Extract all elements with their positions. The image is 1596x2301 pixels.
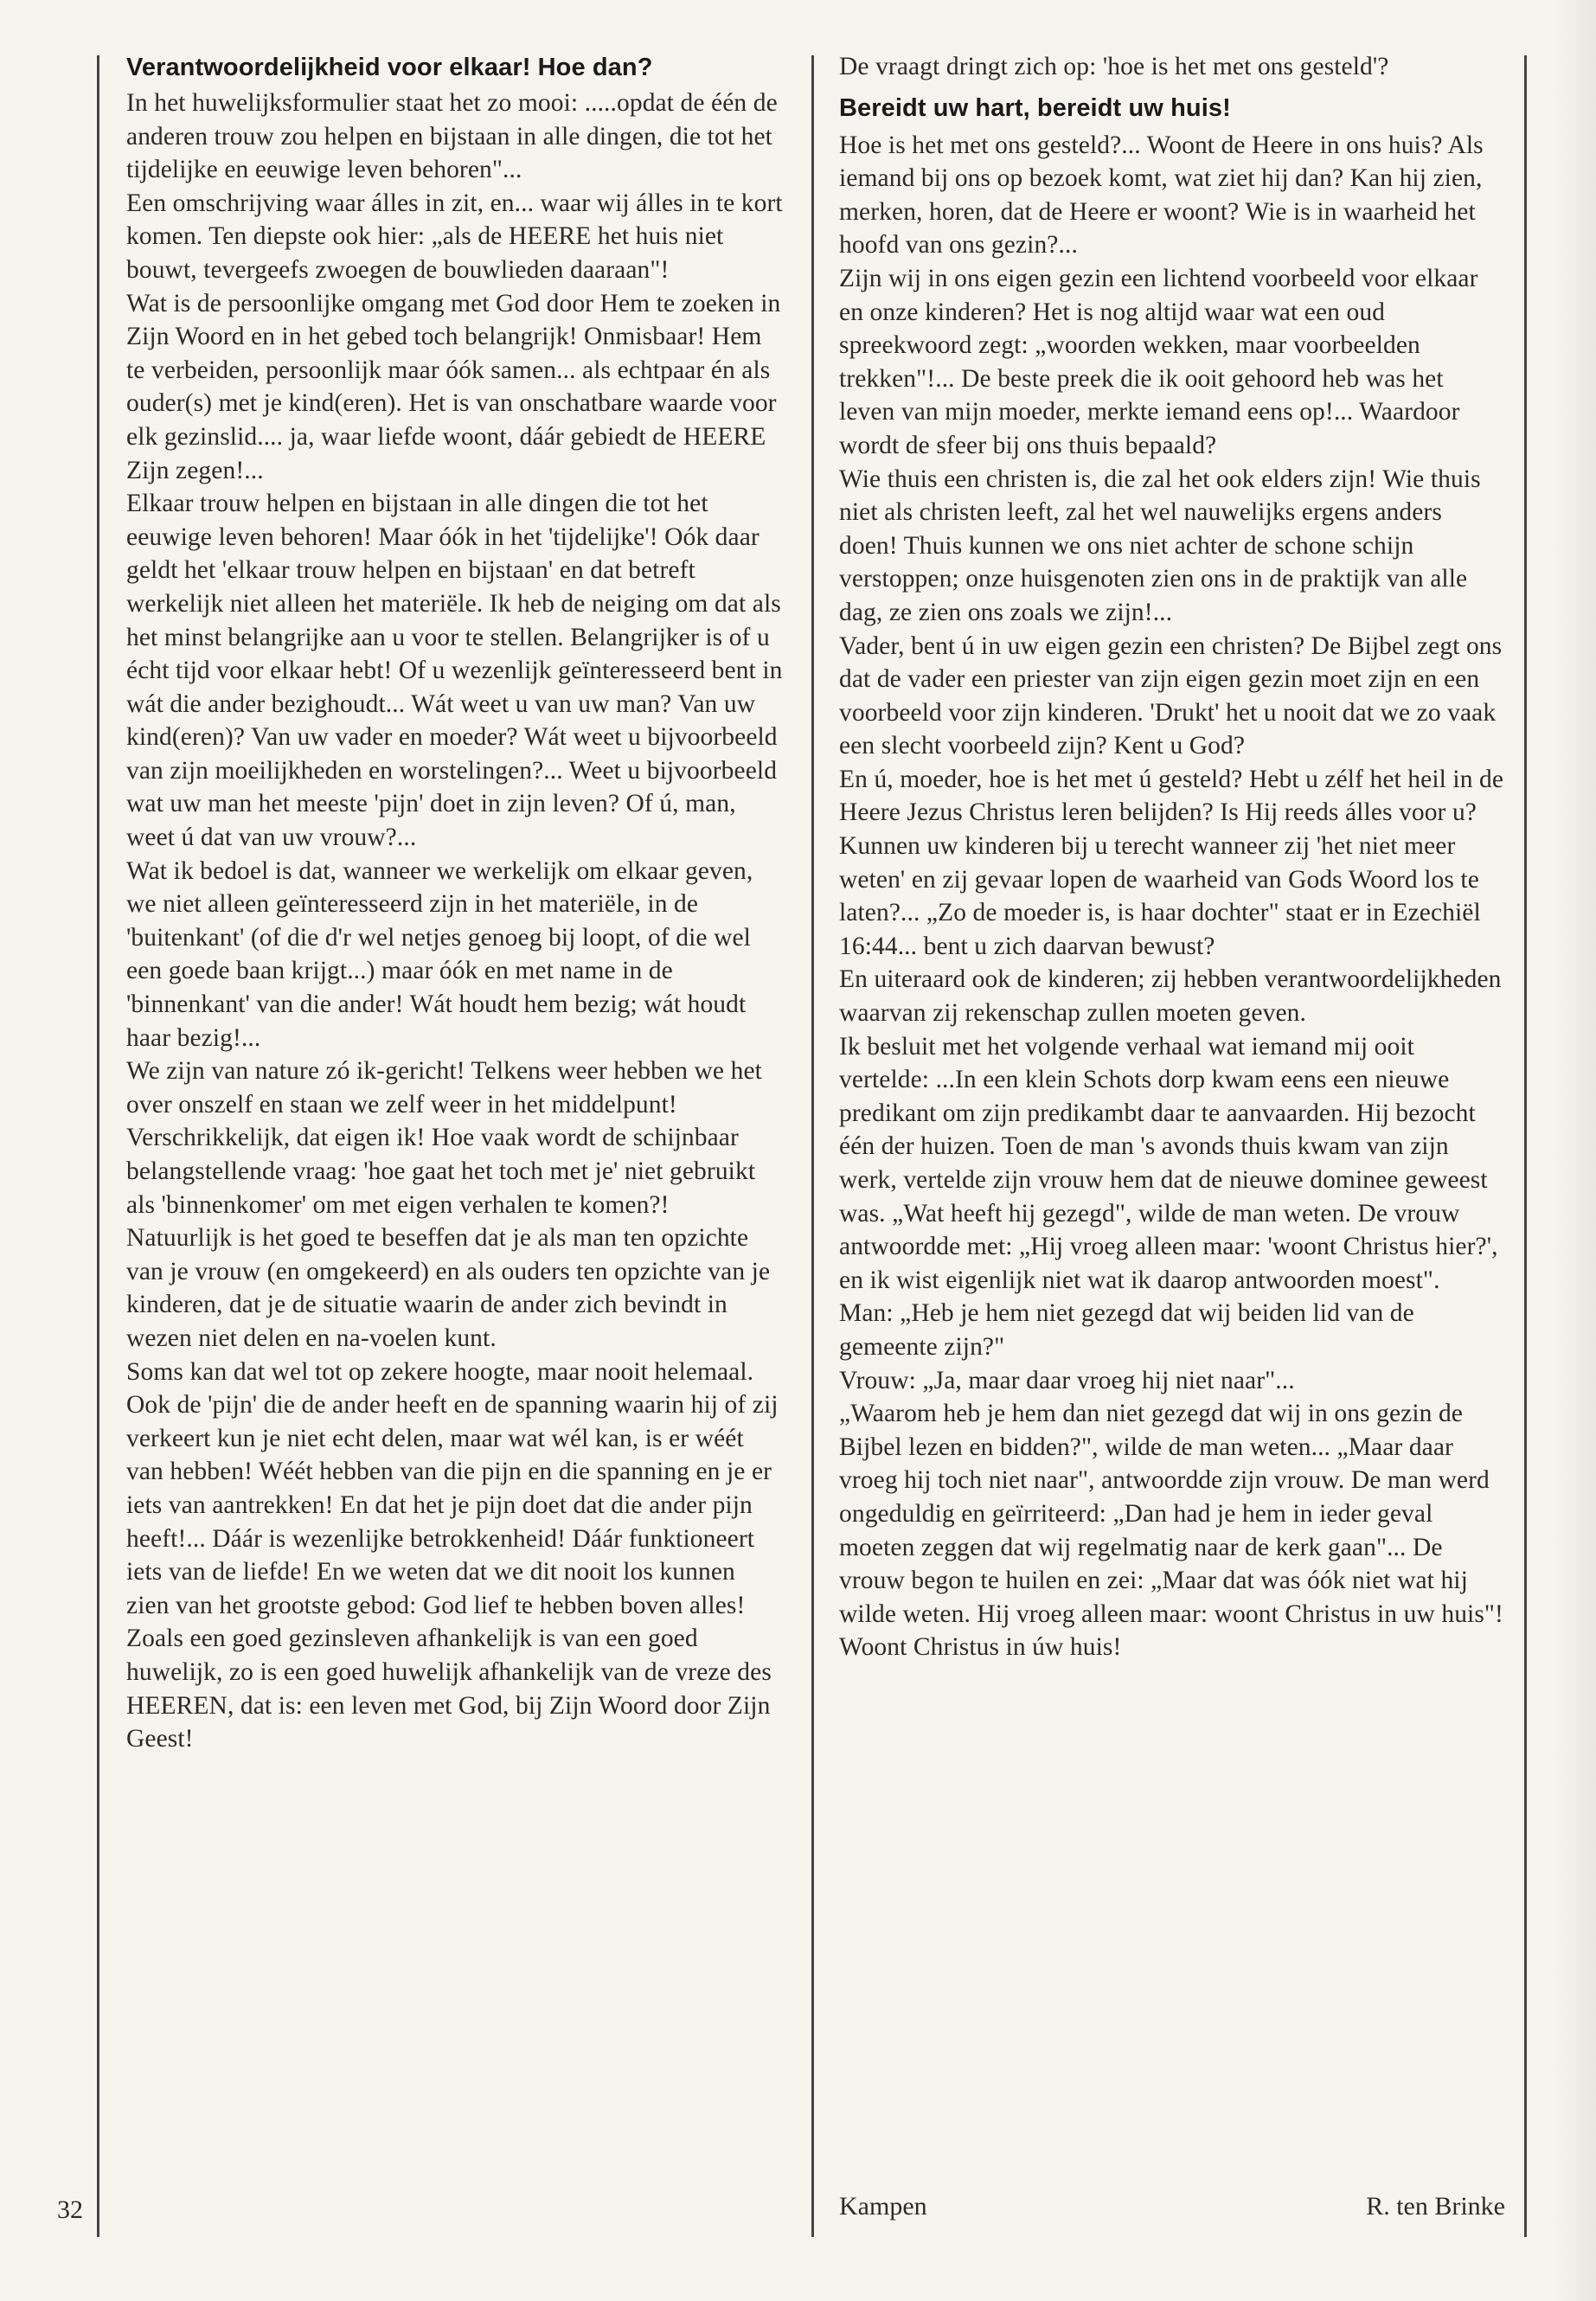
- paragraph: Wie thuis een christen is, die zal het ook elders zijn! Wie thuis niet als christen leeft, zal het wel nauwelijks ergens anders doen! Thuis kunnen we ons niet achter de schone schijn verstoppen; onze huisgenoten zien ons in de praktijk van alle dag, ze zien ons zoals we zijn!...: [839, 465, 1481, 626]
- left-column-heading: Verantwoordelijkheid voor elkaar! Hoe dan?: [126, 54, 653, 81]
- paragraph: Elkaar trouw helpen en bijstaan in alle dingen die tot het eeuwige leven behoren! Maar óók in het 'tijdelijke'! Oók daar geldt het 'elkaar trouw helpen en bijstaan' en dat betreft werkelijk niet alleen het materiële. Ik heb de neiging om dat als het minst belangrijke aan u voor te stellen. Belangrijker is of u écht tijd voor elkaar hebt! Of u wezenlijk geïnteresseerd bent in wát die ander bezighoudt... Wát weet u van uw man? Van uw kind(eren)? Van uw vader en moeder? Wát weet u bijvoorbeeld van zijn moeilijkheden en worstelingen?... Weet u bijvoorbeeld wat uw man het meeste 'pijn' doet in zijn leven? Of ú, man, weet ú dat van uw vrouw?...: [126, 490, 783, 852]
- closing-line: Woont Christus in úw huis!: [839, 1633, 1122, 1662]
- column-divider-rule: [811, 55, 814, 2237]
- paragraph: In het huwelijksformulier staat het zo mooi: .....opdat de één de anderen trouw zou helpen en bijstaan in alle dingen, die tot het tijdelijke en eeuwige leven behoren"...: [126, 89, 778, 184]
- paragraph: En ú, moeder, hoe is het met ú gesteld? Hebt u zélf het heil in de Heere Jezus Christus leren belijden? Is Hij reeds álles voor u? Kunnen uw kinderen bij u terecht wanneer zij 'het niet meer weten' en zij gevaar lopen de waarheid van Gods Woord los te laten?... „Zo de moeder is, is haar dochter" staat er in Ezechiël 16:44... bent u zich daarvan bewust?: [839, 765, 1504, 960]
- page-edge-shadow: [1554, 0, 1596, 2301]
- right-column: [839, 50, 1505, 1664]
- paragraph: Wat is de persoonlijke omgang met God door Hem te zoeken in Zijn Woord en in het gebed toch belangrijk! Onmisbaar! Hem te verbeiden, persoonlijk maar óók samen... als echtpaar én als ouder(s) met je kind(eren). Het is van onschatbare waarde voor elk gezinslid.... ja, waar liefde woont, dáár gebiedt de HEERE Zijn zegen!...: [126, 289, 781, 484]
- paragraph: Ik besluit met het volgende verhaal wat iemand mij ooit vertelde: ...In een klein Schots dorp kwam eens een nieuwe predikant om zijn predikambt daar te aanvaarden. Hij bezocht één der huizen. Toen de man 's avonds thuis kwam van zijn werk, vertelde zijn vrouw hem dat de nieuwe dominee geweest was. „Wat heeft hij gezegd", wilde de man weten. De vrouw antwoordde met: „Hij vroeg alleen maar: 'woont Christus hier?', en ik wist eigenlijk niet wat ik daarop antwoorden moest".: [839, 1032, 1498, 1294]
- paragraph: Vader, bent ú in uw eigen gezin een christen? De Bijbel zegt ons dat de vader een priester van zijn eigen gezin moet zijn en een voorbeeld voor zijn kinderen. 'Drukt' het u nooit dat we zo vaak een slecht voorbeeld zijn? Kent u God?: [839, 631, 1503, 760]
- author-name: R. ten Brinke: [1366, 2192, 1505, 2221]
- paragraph: En uiteraard ook de kinderen; zij hebben verantwoordelijkheden waarvan zij rekenschap zullen moeten geven.: [839, 965, 1502, 1028]
- paragraph: We zijn van nature zó ik-gericht! Telkens weer hebben we het over onszelf en staan we zelf weer in het middelpunt! Verschrikkelijk, dat eigen ik! Hoe vaak wordt de schijnbaar belangstellende vraag: 'hoe gaat het toch met je' niet gebruikt als 'binnenkomer' om met eigen verhalen te komen?!: [126, 1057, 762, 1219]
- right-column-heading: Bereidt uw hart, bereidt uw huis!: [839, 93, 1231, 122]
- paragraph: Natuurlijk is het goed te beseffen dat je als man ten opzichte van je vrouw (en omgekeerd) en als ouders ten opzichte van je kinderen, dat je de situatie waarin de ander zich bevindt in wezen niet delen en na-voelen kunt.: [126, 1224, 771, 1352]
- paragraph: Vrouw: „Ja, maar daar vroeg hij niet naar"...: [839, 1366, 1295, 1394]
- intro-paragraph: De vraagt dringt zich op: 'hoe is het met ons gesteld'?: [839, 53, 1389, 80]
- paragraph: Hoe is het met ons gesteld?... Woont de Heere in ons huis? Als iemand bij ons op bezoek komt, wat ziet hij dan? Kan hij zien, merken, horen, dat de Heere er woont? Wie is in waarheid het hoofd van ons gezin?...: [839, 131, 1484, 260]
- right-margin-rule: [1524, 55, 1527, 2237]
- page-number: 32: [57, 2195, 83, 2224]
- left-column: [126, 50, 784, 1756]
- paragraph: Zoals een goed gezinsleven afhankelijk is van een goed huwelijk, zo is een goed huwelijk afhankelijk van de vreze des HEEREN, dat is: een leven met God, bij Zijn Woord door Zijn Geest!: [126, 1625, 772, 1753]
- paragraph: Man: „Heb je hem niet gezegd dat wij beiden lid van de gemeente zijn?": [839, 1299, 1414, 1361]
- paragraph: Een omschrijving waar álles in zit, en... waar wij álles in te kort komen. Ten diepste ook hier: „als de HEERE het huis niet bouwt, tevergeefs zwoegen de bouwlieden daaraan"!: [126, 189, 783, 284]
- place-name: Kampen: [839, 2192, 927, 2221]
- paragraph: Soms kan dat wel tot op zekere hoogte, maar nooit helemaal. Ook de 'pijn' die de ander heeft en de spanning waarin hij of zij verkeert kun je niet echt delen, maar wat wél kan, is er wéét van hebben! Wéét hebben van die pijn en die spanning en je er iets van aantrekken! En dat het je pijn doet dat die ander pijn heeft!... Dáár is wezenlijke betrokkenheid! Dáár funktioneert iets van de liefde! En we weten dat we dit nooit los kunnen zien van het grootste gebod: God lief te hebben boven alles!: [126, 1357, 779, 1619]
- paragraph: Wat ik bedoel is dat, wanneer we werkelijk om elkaar geven, we niet alleen geïnteresseerd zijn in het materiële, in de 'buitenkant' (of die d'r wel netjes genoeg bij loopt, of die wel een goede baan krijgt...) maar óók en met name in de 'binnenkant' van die ander! Wát houdt hem bezig; wát houdt haar bezig!...: [126, 856, 753, 1052]
- paragraph: Zijn wij in ons eigen gezin een lichtend voorbeeld voor elkaar en onze kinderen? Het is nog altijd waar wat een oud spreekwoord zegt: „woorden wekken, maar voorbeelden trekken"!... De beste preek die ik ooit gehoord heb was het leven van mijn moeder, merkte iemand eens op!... Waardoor wordt de sfeer bij ons thuis bepaald?: [839, 264, 1478, 459]
- left-margin-rule: [97, 55, 99, 2237]
- paragraph: „Waarom heb je hem dan niet gezegd dat wij in ons gezin de Bijbel lezen en bidden?", wilde de man weten... „Maar daar vroeg hij toch niet naar", antwoordde zijn vrouw. De man werd ongeduldig en geïrriteerd: „Dan had je hem in ieder geval moeten zeggen dat wij regelmatig naar de kerk gaan"... De vrouw begon te huilen en zei: „Maar dat was óók niet wat hij wilde weten. Hij vroeg alleen maar: woont Christus in uw huis"!: [839, 1400, 1503, 1628]
